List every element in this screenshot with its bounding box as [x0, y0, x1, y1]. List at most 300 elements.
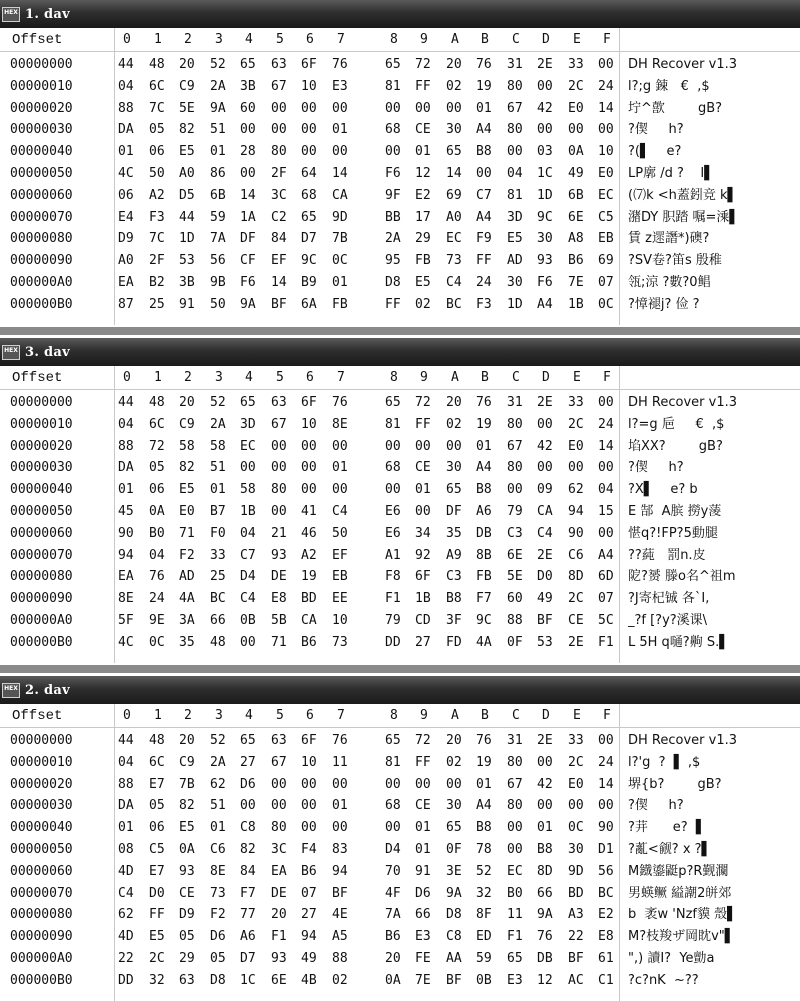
hex-byte[interactable]: 00	[415, 100, 431, 116]
hex-byte[interactable]: 80	[271, 482, 287, 498]
hex-byte[interactable]: 0A	[568, 144, 584, 160]
hex-row[interactable]	[0, 272, 800, 294]
hex-row[interactable]	[0, 730, 800, 752]
hex-byte[interactable]: 52	[210, 57, 226, 72]
hex-byte[interactable]: 00	[507, 820, 523, 836]
hex-byte[interactable]: 81	[385, 78, 401, 94]
hex-byte[interactable]: D4	[385, 842, 401, 857]
hex-byte[interactable]: 61	[598, 951, 614, 966]
hex-byte[interactable]: 14	[446, 166, 462, 181]
hex-row[interactable]	[0, 752, 800, 774]
hex-byte[interactable]: 56	[598, 863, 614, 879]
hex-byte[interactable]: 25	[210, 569, 226, 585]
hex-byte[interactable]: FF	[385, 296, 401, 312]
hex-byte[interactable]: E7	[149, 776, 165, 792]
ascii-text[interactable]: 潴DY 胑踏 嘱=溗▌	[628, 209, 740, 225]
hex-byte[interactable]: 30	[537, 231, 553, 247]
hex-byte[interactable]: 6F	[301, 395, 317, 410]
hex-byte[interactable]: 00	[301, 144, 317, 160]
ascii-text[interactable]: ",) 讀I? Ye勯a	[628, 951, 715, 966]
hex-byte[interactable]: A2	[149, 187, 165, 203]
hex-byte[interactable]: 1A	[240, 209, 256, 225]
hex-byte[interactable]: FB	[332, 296, 348, 312]
hex-byte[interactable]: 7B	[179, 776, 195, 792]
hex-byte[interactable]: ED	[476, 929, 492, 945]
hex-byte[interactable]: 62	[118, 907, 134, 923]
hex-byte[interactable]: FF	[149, 907, 165, 923]
hex-byte[interactable]: 51	[210, 798, 226, 814]
hex-byte[interactable]: DA	[118, 460, 134, 476]
hex-row[interactable]	[0, 970, 800, 992]
hex-byte[interactable]: 5B	[271, 613, 287, 628]
hex-byte[interactable]: 2A	[210, 754, 226, 770]
hex-byte[interactable]: 88	[507, 613, 523, 628]
hex-byte[interactable]: 52	[210, 395, 226, 410]
hex-byte[interactable]: E0	[179, 504, 195, 519]
hex-byte[interactable]: 65	[240, 57, 256, 72]
hex-byte[interactable]: D6	[240, 776, 256, 792]
hex-byte[interactable]: 6C	[149, 754, 165, 770]
hex-byte[interactable]: A4	[476, 122, 492, 138]
hex-byte[interactable]: 49	[301, 951, 317, 966]
hex-byte[interactable]: B8	[476, 820, 492, 836]
hex-byte[interactable]: F2	[210, 907, 226, 923]
hex-byte[interactable]: 94	[568, 504, 584, 519]
hex-byte[interactable]: 34	[415, 525, 431, 541]
hex-byte[interactable]: A0	[179, 166, 195, 181]
hex-byte[interactable]: 58	[240, 482, 256, 498]
hex-byte[interactable]: 78	[476, 842, 492, 857]
hex-byte[interactable]: A0	[118, 253, 134, 269]
hex-byte[interactable]: 00	[446, 776, 462, 792]
ascii-text[interactable]: l?'g ? ▌ ,$	[628, 754, 701, 770]
hex-byte[interactable]: D8	[446, 907, 462, 923]
hex-byte[interactable]: 6C	[149, 416, 165, 432]
hex-byte[interactable]: 00	[240, 798, 256, 814]
hex-byte[interactable]: 01	[476, 438, 492, 454]
hex-byte[interactable]: 00	[301, 438, 317, 454]
hex-byte[interactable]: 65	[240, 395, 256, 410]
hex-byte[interactable]: 19	[476, 78, 492, 94]
hex-byte[interactable]: 4B	[301, 972, 317, 988]
hex-byte[interactable]: 2C	[149, 951, 165, 966]
ascii-text[interactable]: DH Recover v1.3	[628, 395, 738, 410]
hex-panel-1[interactable]	[0, 0, 800, 325]
hex-byte[interactable]: 93	[179, 863, 195, 879]
hex-byte[interactable]: 93	[271, 951, 287, 966]
hex-byte[interactable]: B0	[149, 525, 165, 541]
hex-byte[interactable]: C7	[240, 547, 256, 563]
hex-byte[interactable]: FF	[476, 253, 492, 269]
hex-row[interactable]	[0, 774, 800, 796]
hex-byte[interactable]: 00	[598, 460, 614, 476]
hex-byte[interactable]: DE	[271, 885, 287, 901]
hex-byte[interactable]: 01	[415, 820, 431, 836]
hex-byte[interactable]: 7E	[415, 972, 431, 988]
hex-byte[interactable]: 2F	[149, 253, 165, 269]
hex-byte[interactable]: 65	[301, 209, 317, 225]
hex-byte[interactable]: 86	[210, 166, 226, 181]
hex-byte[interactable]: 51	[210, 122, 226, 138]
hex-byte[interactable]: 00	[271, 100, 287, 116]
hex-byte[interactable]: 65	[446, 820, 462, 836]
hex-byte[interactable]: C8	[446, 929, 462, 945]
hex-byte[interactable]: 01	[332, 122, 348, 138]
hex-byte[interactable]: B6	[301, 863, 317, 879]
hex-byte[interactable]: 00	[240, 634, 256, 650]
hex-byte[interactable]: 2E	[537, 547, 553, 563]
hex-byte[interactable]: BD	[301, 591, 317, 607]
hex-byte[interactable]: C9	[179, 754, 195, 770]
hex-byte[interactable]: 2C	[568, 591, 584, 607]
hex-byte[interactable]: E5	[179, 144, 195, 160]
hex-byte[interactable]: 2A	[210, 416, 226, 432]
hex-byte[interactable]: 04	[149, 547, 165, 563]
hex-byte[interactable]: 48	[149, 733, 165, 748]
hex-byte[interactable]: 82	[179, 122, 195, 138]
hex-byte[interactable]: 00	[301, 100, 317, 116]
hex-byte[interactable]: 80	[507, 416, 523, 432]
hex-byte[interactable]: 00	[537, 78, 553, 94]
hex-byte[interactable]: EC	[446, 231, 462, 247]
hex-byte[interactable]: 00	[598, 525, 614, 541]
hex-byte[interactable]: 00	[385, 482, 401, 498]
hex-byte[interactable]: DA	[118, 122, 134, 138]
hex-byte[interactable]: 62	[568, 482, 584, 498]
hex-byte[interactable]: 66	[210, 613, 226, 628]
hex-byte[interactable]: FF	[415, 754, 431, 770]
hex-byte[interactable]: F9	[476, 231, 492, 247]
hex-byte[interactable]: 3F	[446, 613, 462, 628]
hex-byte[interactable]: 00	[385, 820, 401, 836]
hex-byte[interactable]: 67	[507, 100, 523, 116]
hex-byte[interactable]: BC	[446, 296, 462, 312]
hex-row[interactable]	[0, 414, 800, 436]
hex-byte[interactable]: 59	[210, 209, 226, 225]
hex-byte[interactable]: 67	[507, 438, 523, 454]
hex-byte[interactable]: 8B	[476, 547, 492, 563]
hex-byte[interactable]: 67	[271, 754, 287, 770]
ascii-text[interactable]: 埳XX? gB?	[628, 438, 723, 454]
hex-byte[interactable]: FB	[415, 253, 431, 269]
hex-byte[interactable]: 00	[446, 100, 462, 116]
hex-panel-2[interactable]	[0, 338, 800, 663]
hex-byte[interactable]: 56	[210, 253, 226, 269]
hex-byte[interactable]: B6	[301, 634, 317, 650]
hex-byte[interactable]: 35	[179, 634, 195, 650]
hex-byte[interactable]: 49	[537, 591, 553, 607]
hex-byte[interactable]: 9C	[476, 613, 492, 628]
ascii-text[interactable]: E 郜 A膑 撈y蔆	[628, 504, 722, 519]
hex-byte[interactable]: 32	[476, 885, 492, 901]
hex-byte[interactable]: 00	[332, 438, 348, 454]
ascii-text[interactable]: 坾^歖 gB?	[628, 100, 723, 116]
hex-byte[interactable]: FB	[476, 569, 492, 585]
hex-byte[interactable]: 4A	[476, 634, 492, 650]
hex-byte[interactable]: 33	[568, 733, 584, 748]
ascii-text[interactable]: b 袤w 'Nzf貘 殼▌	[628, 907, 738, 923]
ascii-text[interactable]: 男蝧鳜 縊謿2皏郊	[628, 885, 732, 901]
hex-byte[interactable]: CA	[537, 504, 553, 519]
hex-byte[interactable]: A9	[446, 547, 462, 563]
ascii-text[interactable]: 愖q?!FP?5動腿	[628, 525, 718, 541]
hex-byte[interactable]: 03	[537, 144, 553, 160]
hex-byte[interactable]: 65	[240, 733, 256, 748]
hex-byte[interactable]: 9A	[210, 100, 226, 116]
ascii-text[interactable]: ?X▌ e? b	[628, 482, 698, 498]
hex-grid[interactable]	[0, 366, 800, 663]
hex-byte[interactable]: 94	[118, 547, 134, 563]
hex-byte[interactable]: B2	[149, 275, 165, 290]
hex-byte[interactable]: 83	[332, 842, 348, 857]
hex-byte[interactable]: 1C	[240, 972, 256, 988]
hex-byte[interactable]: F1	[385, 591, 401, 607]
hex-byte[interactable]: 05	[149, 122, 165, 138]
hex-byte[interactable]: A4	[476, 798, 492, 814]
hex-byte[interactable]: FD	[446, 634, 462, 650]
hex-row[interactable]	[0, 436, 800, 458]
hex-byte[interactable]: 67	[507, 776, 523, 792]
hex-byte[interactable]: 6F	[415, 569, 431, 585]
hex-byte[interactable]: 77	[240, 907, 256, 923]
hex-byte[interactable]: 10	[332, 613, 348, 628]
hex-byte[interactable]: F1	[598, 634, 614, 650]
hex-byte[interactable]: D8	[210, 972, 226, 988]
hex-byte[interactable]: F0	[210, 525, 226, 541]
hex-byte[interactable]: 00	[240, 122, 256, 138]
hex-byte[interactable]: B6	[385, 929, 401, 945]
hex-byte[interactable]: 6B	[568, 187, 584, 203]
hex-byte[interactable]: 20	[179, 395, 195, 410]
ascii-text[interactable]: ?茾 e? ▌	[628, 820, 706, 836]
hex-byte[interactable]: 05	[179, 929, 195, 945]
hex-row[interactable]	[0, 588, 800, 610]
hex-byte[interactable]: 3D	[507, 209, 523, 225]
hex-byte[interactable]: 4C	[118, 634, 134, 650]
hex-byte[interactable]: CE	[415, 122, 431, 138]
hex-byte[interactable]: 12	[537, 972, 553, 988]
hex-byte[interactable]: 00	[332, 100, 348, 116]
ascii-text[interactable]: 瓴;涼 ?數?0鲳	[628, 275, 711, 290]
hex-byte[interactable]: 10	[301, 78, 317, 94]
ascii-text[interactable]: M?枝羧ザ岡眈v"▌	[628, 929, 735, 945]
hex-byte[interactable]: AA	[446, 951, 462, 966]
hex-byte[interactable]: E3	[332, 78, 348, 94]
hex-byte[interactable]: B7	[210, 504, 226, 519]
hex-byte[interactable]: 08	[118, 842, 134, 857]
hex-byte[interactable]: 24	[476, 275, 492, 290]
hex-byte[interactable]: FF	[415, 78, 431, 94]
hex-byte[interactable]: 3C	[271, 187, 287, 203]
hex-byte[interactable]: 07	[598, 591, 614, 607]
hex-byte[interactable]: 81	[385, 754, 401, 770]
hex-byte[interactable]: 05	[149, 460, 165, 476]
hex-row[interactable]	[0, 545, 800, 567]
hex-byte[interactable]: 01	[332, 275, 348, 290]
hex-row[interactable]	[0, 479, 800, 501]
hex-byte[interactable]: E7	[149, 863, 165, 879]
hex-byte[interactable]: 9B	[210, 275, 226, 290]
hex-byte[interactable]: 94	[301, 929, 317, 945]
hex-byte[interactable]: 01	[210, 820, 226, 836]
ascii-text[interactable]: ?偰 h?	[628, 798, 684, 814]
ascii-text[interactable]: DH Recover v1.3	[628, 57, 738, 72]
hex-grid[interactable]	[0, 28, 800, 325]
hex-byte[interactable]: 9C	[537, 209, 553, 225]
hex-byte[interactable]: FF	[415, 416, 431, 432]
ascii-text[interactable]: ?J寄杞铖 各`I,	[628, 591, 710, 607]
hex-byte[interactable]: 7C	[149, 100, 165, 116]
hex-byte[interactable]: C6	[210, 842, 226, 857]
hex-byte[interactable]: 4A	[179, 591, 195, 607]
hex-byte[interactable]: 79	[385, 613, 401, 628]
hex-byte[interactable]: 73	[332, 634, 348, 650]
hex-byte[interactable]: 00	[271, 504, 287, 519]
hex-byte[interactable]: 1B	[240, 504, 256, 519]
hex-byte[interactable]: BC	[210, 591, 226, 607]
hex-byte[interactable]: FE	[415, 951, 431, 966]
hex-byte[interactable]: 72	[415, 395, 431, 410]
hex-byte[interactable]: BF	[568, 951, 584, 966]
hex-byte[interactable]: E0	[568, 100, 584, 116]
hex-byte[interactable]: A2	[301, 547, 317, 563]
hex-byte[interactable]: 0A	[179, 842, 195, 857]
hex-byte[interactable]: 76	[149, 569, 165, 585]
hex-byte[interactable]: C6	[568, 547, 584, 563]
hex-byte[interactable]: 14	[598, 100, 614, 116]
hex-byte[interactable]: 5E	[179, 100, 195, 116]
hex-byte[interactable]: 0B	[240, 613, 256, 628]
hex-byte[interactable]: 29	[179, 951, 195, 966]
hex-byte[interactable]: 76	[476, 395, 492, 410]
hex-row[interactable]	[0, 250, 800, 272]
hex-byte[interactable]: 68	[385, 122, 401, 138]
hex-byte[interactable]: 00	[507, 144, 523, 160]
hex-byte[interactable]: 00	[332, 144, 348, 160]
hex-byte[interactable]: 30	[568, 842, 584, 857]
hex-byte[interactable]: 19	[476, 754, 492, 770]
hex-byte[interactable]: CE	[415, 460, 431, 476]
hex-byte[interactable]: B8	[537, 842, 553, 857]
hex-byte[interactable]: 2C	[568, 416, 584, 432]
hex-byte[interactable]: 01	[332, 798, 348, 814]
hex-byte[interactable]: 35	[446, 525, 462, 541]
hex-row[interactable]	[0, 141, 800, 163]
hex-byte[interactable]: 09	[537, 482, 553, 498]
hex-row[interactable]	[0, 163, 800, 185]
hex-byte[interactable]: 70	[385, 863, 401, 879]
hex-byte[interactable]: 8E	[118, 591, 134, 607]
hex-byte[interactable]: 02	[446, 78, 462, 94]
hex-byte[interactable]: 90	[568, 525, 584, 541]
ascii-text[interactable]: l?;g 鋉 € ,$	[628, 78, 710, 94]
hex-byte[interactable]: 45	[118, 504, 134, 519]
hex-byte[interactable]: 8E	[332, 416, 348, 432]
hex-byte[interactable]: 50	[149, 166, 165, 181]
hex-byte[interactable]: 82	[179, 798, 195, 814]
hex-byte[interactable]: C9	[179, 78, 195, 94]
hex-byte[interactable]: 00	[301, 460, 317, 476]
hex-byte[interactable]: 50	[332, 525, 348, 541]
hex-byte[interactable]: 01	[476, 100, 492, 116]
ascii-text[interactable]: ?(▌ e?	[628, 144, 682, 160]
hex-byte[interactable]: C2	[271, 209, 287, 225]
hex-byte[interactable]: 66	[537, 885, 553, 901]
hex-byte[interactable]: 00	[240, 460, 256, 476]
hex-byte[interactable]: 20	[446, 57, 462, 72]
hex-byte[interactable]: 00	[385, 100, 401, 116]
hex-byte[interactable]: 79	[507, 504, 523, 519]
hex-byte[interactable]: F1	[507, 929, 523, 945]
hex-byte[interactable]: 65	[446, 482, 462, 498]
hex-row[interactable]	[0, 392, 800, 414]
hex-byte[interactable]: 65	[385, 733, 401, 748]
hex-byte[interactable]: 12	[415, 166, 431, 181]
hex-row[interactable]	[0, 839, 800, 861]
hex-byte[interactable]: E5	[179, 820, 195, 836]
hex-byte[interactable]: 14	[598, 776, 614, 792]
hex-byte[interactable]: 93	[537, 253, 553, 269]
hex-byte[interactable]: D9	[179, 907, 195, 923]
hex-byte[interactable]: 2A	[385, 231, 401, 247]
hex-byte[interactable]: BF	[332, 885, 348, 901]
hex-byte[interactable]: A4	[476, 460, 492, 476]
hex-byte[interactable]: 29	[415, 231, 431, 247]
hex-byte[interactable]: F1	[271, 929, 287, 945]
hex-byte[interactable]: 3A	[179, 613, 195, 628]
hex-byte[interactable]: CE	[568, 613, 584, 628]
hex-byte[interactable]: 06	[149, 144, 165, 160]
hex-byte[interactable]: F6	[537, 275, 553, 290]
ascii-text[interactable]: DH Recover v1.3	[628, 733, 738, 748]
hex-row[interactable]	[0, 98, 800, 120]
hex-byte[interactable]: 02	[446, 754, 462, 770]
hex-byte[interactable]: 0B	[476, 972, 492, 988]
hex-byte[interactable]: 72	[415, 57, 431, 72]
ascii-text[interactable]: (⑺k <h蓋鈏竞 k▌	[628, 187, 738, 203]
hex-byte[interactable]: 92	[415, 547, 431, 563]
hex-byte[interactable]: F7	[476, 591, 492, 607]
hex-byte[interactable]: 2E	[568, 634, 584, 650]
hex-byte[interactable]: 10	[301, 754, 317, 770]
hex-byte[interactable]: E3	[415, 929, 431, 945]
hex-byte[interactable]: 4F	[385, 885, 401, 901]
ascii-text[interactable]: ?偰 h?	[628, 460, 684, 476]
hex-byte[interactable]: 5E	[507, 569, 523, 585]
hex-byte[interactable]: D9	[118, 231, 134, 247]
hex-byte[interactable]: 7B	[332, 231, 348, 247]
hex-byte[interactable]: 07	[598, 275, 614, 290]
hex-byte[interactable]: EE	[332, 591, 348, 607]
ascii-text[interactable]: 堺{b? gB?	[628, 776, 722, 792]
hex-byte[interactable]: F2	[179, 547, 195, 563]
hex-byte[interactable]: 81	[507, 187, 523, 203]
hex-byte[interactable]: E4	[118, 209, 134, 225]
hex-byte[interactable]: 00	[537, 416, 553, 432]
hex-byte[interactable]: 9A	[446, 885, 462, 901]
hex-byte[interactable]: 68	[385, 460, 401, 476]
hex-byte[interactable]: A4	[598, 547, 614, 563]
hex-byte[interactable]: 7E	[568, 275, 584, 290]
hex-byte[interactable]: E2	[598, 907, 614, 923]
hex-byte[interactable]: 27	[240, 754, 256, 770]
hex-byte[interactable]: 82	[179, 460, 195, 476]
hex-byte[interactable]: 0F	[446, 842, 462, 857]
hex-byte[interactable]: 20	[446, 733, 462, 748]
hex-byte[interactable]: 28	[240, 144, 256, 160]
hex-byte[interactable]: D1	[598, 842, 614, 857]
hex-byte[interactable]: 9A	[537, 907, 553, 923]
